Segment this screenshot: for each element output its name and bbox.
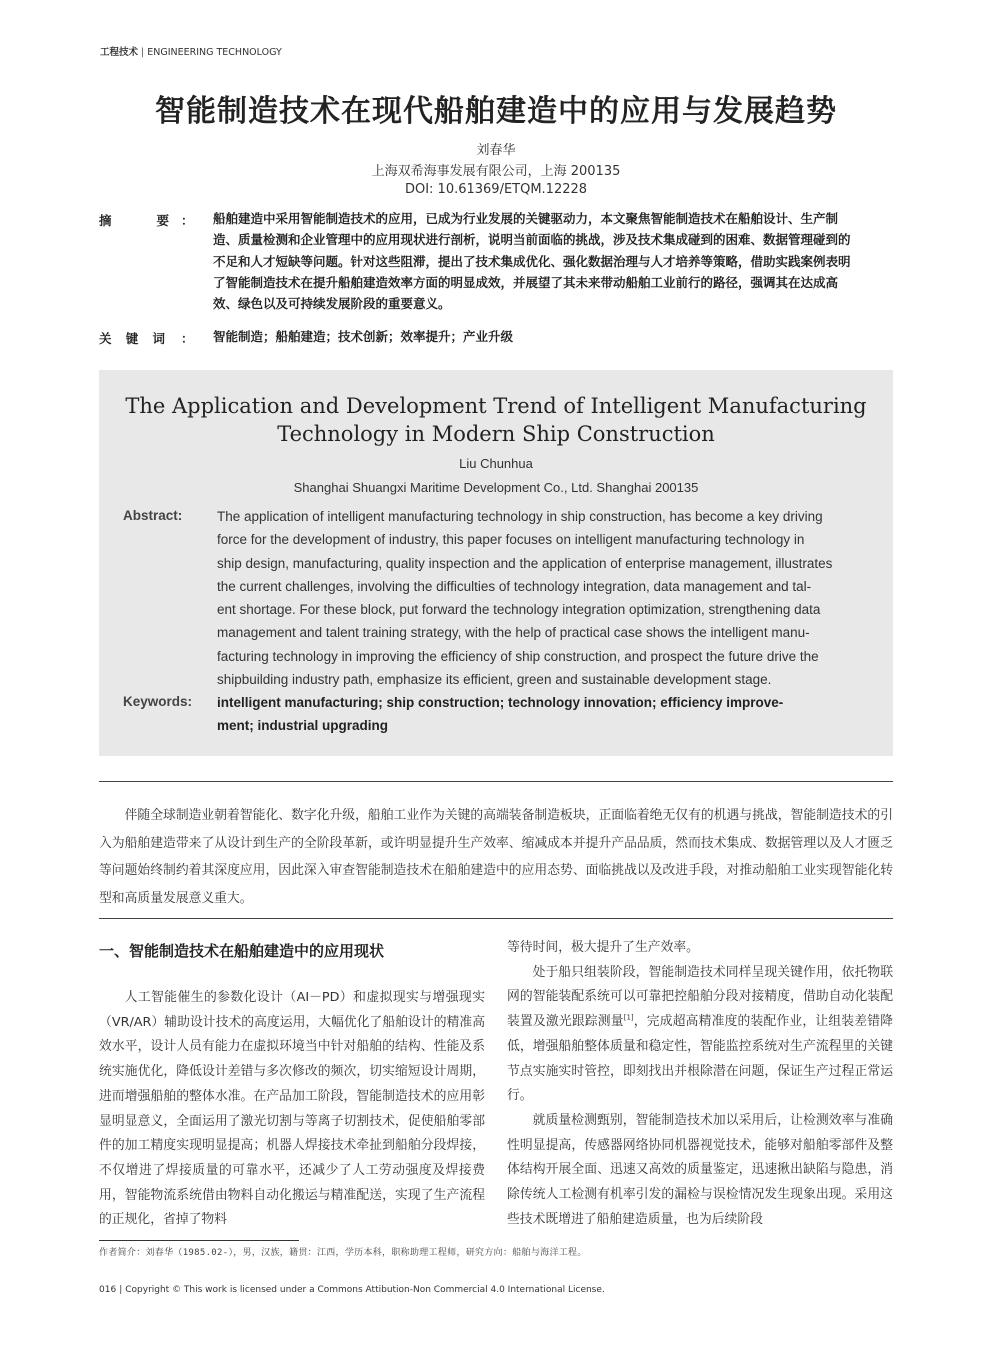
abstract-zh-label bbox=[99, 211, 169, 229]
header-separator: | bbox=[141, 47, 145, 58]
paragraph-text: ，完成超高精准度的装配作业，让组装差错降低，增强船舶整体质量和稳定性，智能监控系统对生产流程里的关键节点实施实时管控，即刻找出并根除潜在问题，保证生产过程正常运行。 bbox=[507, 1014, 894, 1104]
keywords-zh-label-char: 关 bbox=[99, 331, 112, 346]
divider-top bbox=[99, 781, 893, 782]
body-paragraph: 人工智能催生的参数化设计（AI－PD）和虚拟现实与增强现实（VR/AR）辅助设计技术的高度运用，大幅优化了船舶设计的精准高效水平，设计人员有能力在虚拟环境当中针对船舶的结构、性能及系统实施优化，降低设计差错与多次修改的频次，切实缩短设计周期，进而增强船舶的整体水准。在产品加工阶段，智能制造技术的应用彰显明显意义，全面运用了激光切割与等离子切割技术，促使船舶零部件的加工精度实现明显提高；机器人焊接技术牵扯到船舶分段焊接，不仅增进了焊接质量的可靠水平，还减少了人工劳动强度及焊接费用，智能物流系统借由物料自动化搬运与精准配送，实现了生产流程的正规化，省掉了物料 bbox=[99, 990, 485, 1228]
abstract-zh-line: 不足和人才短缺等问题。针对这些阻滞，提出了技术集成优化、强化数据治理与人才培养等策略，借助实践案例表明 bbox=[213, 253, 851, 269]
journal-name-zh: 工程技术 bbox=[100, 47, 139, 58]
article-title-en bbox=[99, 392, 893, 448]
abstract-zh-label-char: 摘 bbox=[99, 213, 112, 228]
abstract-en-line: facturing technology in improving the efficiency of ship construction, and prospect the future drive the bbox=[217, 648, 819, 664]
section-heading: 一、智能制造技术在船舶建造中的应用现状 bbox=[99, 942, 385, 960]
abstract-zh-line: 船舶建造中采用智能制造技术的应用，已成为行业发展的关键驱动力，本文聚焦智能制造技术在船舶设计、生产制 bbox=[213, 211, 839, 226]
abstract-en-line: ship design, manufacturing, quality inspection and the application of enterprise management, illustrates bbox=[217, 555, 833, 571]
abstract-zh-label-char: 要 bbox=[156, 213, 169, 228]
footnote-rule bbox=[99, 1240, 299, 1241]
keywords-en-line: ment; industrial upgrading bbox=[217, 718, 388, 734]
affiliation-en: Shanghai Shuangxi Maritime Development Co., Ltd. Shanghai 200135 bbox=[293, 480, 699, 495]
abstract-en-label: Abstract: bbox=[123, 508, 183, 523]
abstract-en-body bbox=[217, 505, 869, 691]
keywords-zh-colon: ： bbox=[181, 331, 194, 346]
running-header bbox=[100, 44, 282, 58]
article-title-zh: 智能制造技术在现代船舶建造中的应用与发展趋势 bbox=[155, 94, 837, 129]
abstract-zh-body bbox=[213, 208, 893, 314]
keywords-en-line: intelligent manufacturing; ship construction; technology innovation; efficiency improve- bbox=[217, 695, 784, 710]
author-zh: 刘春华 bbox=[476, 143, 516, 158]
title-en-line: The Application and Development Trend of Intelligent Manufacturing bbox=[125, 394, 867, 418]
author-footnote: 作者简介：刘春华（1985.02-），男，汉族，籍贯：江西，学历本科，职称助理工程师，研究方向：船舶与海洋工程。 bbox=[99, 1248, 587, 1258]
abstract-zh-line: 效、绿色以及可持续发展阶段的重要意义。 bbox=[213, 296, 451, 312]
license-text: Copyright © This work is licensed under a Commons Attibution-Non Commercial 4.0 International License. bbox=[125, 1285, 605, 1295]
right-column bbox=[507, 936, 893, 1232]
left-column bbox=[99, 986, 485, 1233]
keywords-zh-label-char: 词 bbox=[152, 331, 165, 346]
title-en-line: Technology in Modern Ship Construction bbox=[277, 422, 715, 446]
affiliation-zh: 上海双希海事发展有限公司，上海 200135 bbox=[371, 164, 621, 179]
abstract-zh-colon: ： bbox=[181, 213, 194, 228]
abstract-en-line: The application of intelligent manufacturing technology in ship construction, has become a key driving bbox=[217, 509, 823, 524]
intro-paragraph: 伴随全球制造业朝着智能化、数字化升级，船舶工业作为关键的高端装备制造板块，正面临着绝无仅有的机遇与挑战，智能制造技术的引入为船舶建造带来了从设计到生产的全阶段革新，或许明显提升生产效率、缩减成本并提升产品品质，然而技术集成、数据管理以及人才匮乏等问题始终制约着其深度应用，因此深入审查智能制造技术在船舶建造中的应用态势、面临挑战以及改进手段，对推动船舶工业实现智能化转型和高质量发展意义重大。 bbox=[99, 808, 893, 906]
keywords-en-body bbox=[217, 691, 869, 738]
body-paragraph: 就质量检测甄别，智能制造技术加以采用后，让检测效率与准确性明显提高，传感器网络协同机器视觉技术，能够对船舶零部件及整体结构开展全面、迅速又高效的质量鉴定，迅速揪出缺陷与隐患，消除传统人工检测有机率引发的漏检与误检情况发生现象出现。采用这些技术既增进了船舶建造质量，也为后续阶段 bbox=[507, 1112, 893, 1227]
abstract-en-line: ent shortage. For these block, put forward the technology integration optimization, strengthening data bbox=[217, 602, 821, 618]
citation-ref[interactable]: [1] bbox=[623, 1013, 634, 1022]
abstract-zh-line: 造、质量检测和企业管理中的应用现状进行剖析，说明当前面临的挑战，涉及技术集成碰到的困难、数据管理碰到的 bbox=[213, 232, 851, 248]
page-footer bbox=[99, 1285, 605, 1295]
keywords-zh-label-char: 键 bbox=[125, 331, 139, 346]
keywords-zh-label bbox=[99, 329, 165, 347]
author-en: Liu Chunhua bbox=[459, 456, 533, 471]
doi: DOI: 10.61369/ETQM.12228 bbox=[404, 182, 588, 197]
abstract-en-line: the current challenges, involving the difficulties of technology integration, data management and tal- bbox=[217, 578, 812, 594]
body-paragraph: 等待时间，极大提升了生产效率。 bbox=[507, 940, 699, 955]
abstract-en-line: management and talent training strategy, with the help of practical case shows the intelligent manu- bbox=[217, 625, 810, 641]
keywords-zh-text: 智能制造；船舶建造；技术创新；效率提升；产业升级 bbox=[213, 329, 514, 344]
keywords-en-label: Keywords: bbox=[123, 694, 193, 709]
paragraph-text: 处于船只组装阶段，智能制造技术同样呈现关键作用，依托物联网的智能装配系统可以可靠把控船舶分段对接精度，借助自动化装配装置及激光跟踪测量 bbox=[507, 964, 893, 1030]
body-paragraph bbox=[507, 961, 893, 1109]
page-number: 016 bbox=[99, 1285, 117, 1295]
abstract-en-line: shipbuilding industry path, emphasize its efficient, green and sustainable development stage. bbox=[217, 672, 772, 688]
journal-name-en: ENGINEERING TECHNOLOGY bbox=[147, 47, 282, 58]
divider-bottom bbox=[99, 918, 893, 919]
footer-separator: | bbox=[119, 1285, 123, 1295]
abstract-zh-line: 了智能制造技术在提升船舶建造效率方面的明显成效，并展望了其未来带动船舶工业前行的路径，强调其在达成高 bbox=[213, 274, 839, 290]
english-abstract-box bbox=[99, 370, 893, 756]
abstract-en-line: force for the development of industry, this paper focuses on intelligent manufacturing technology in bbox=[217, 532, 805, 548]
